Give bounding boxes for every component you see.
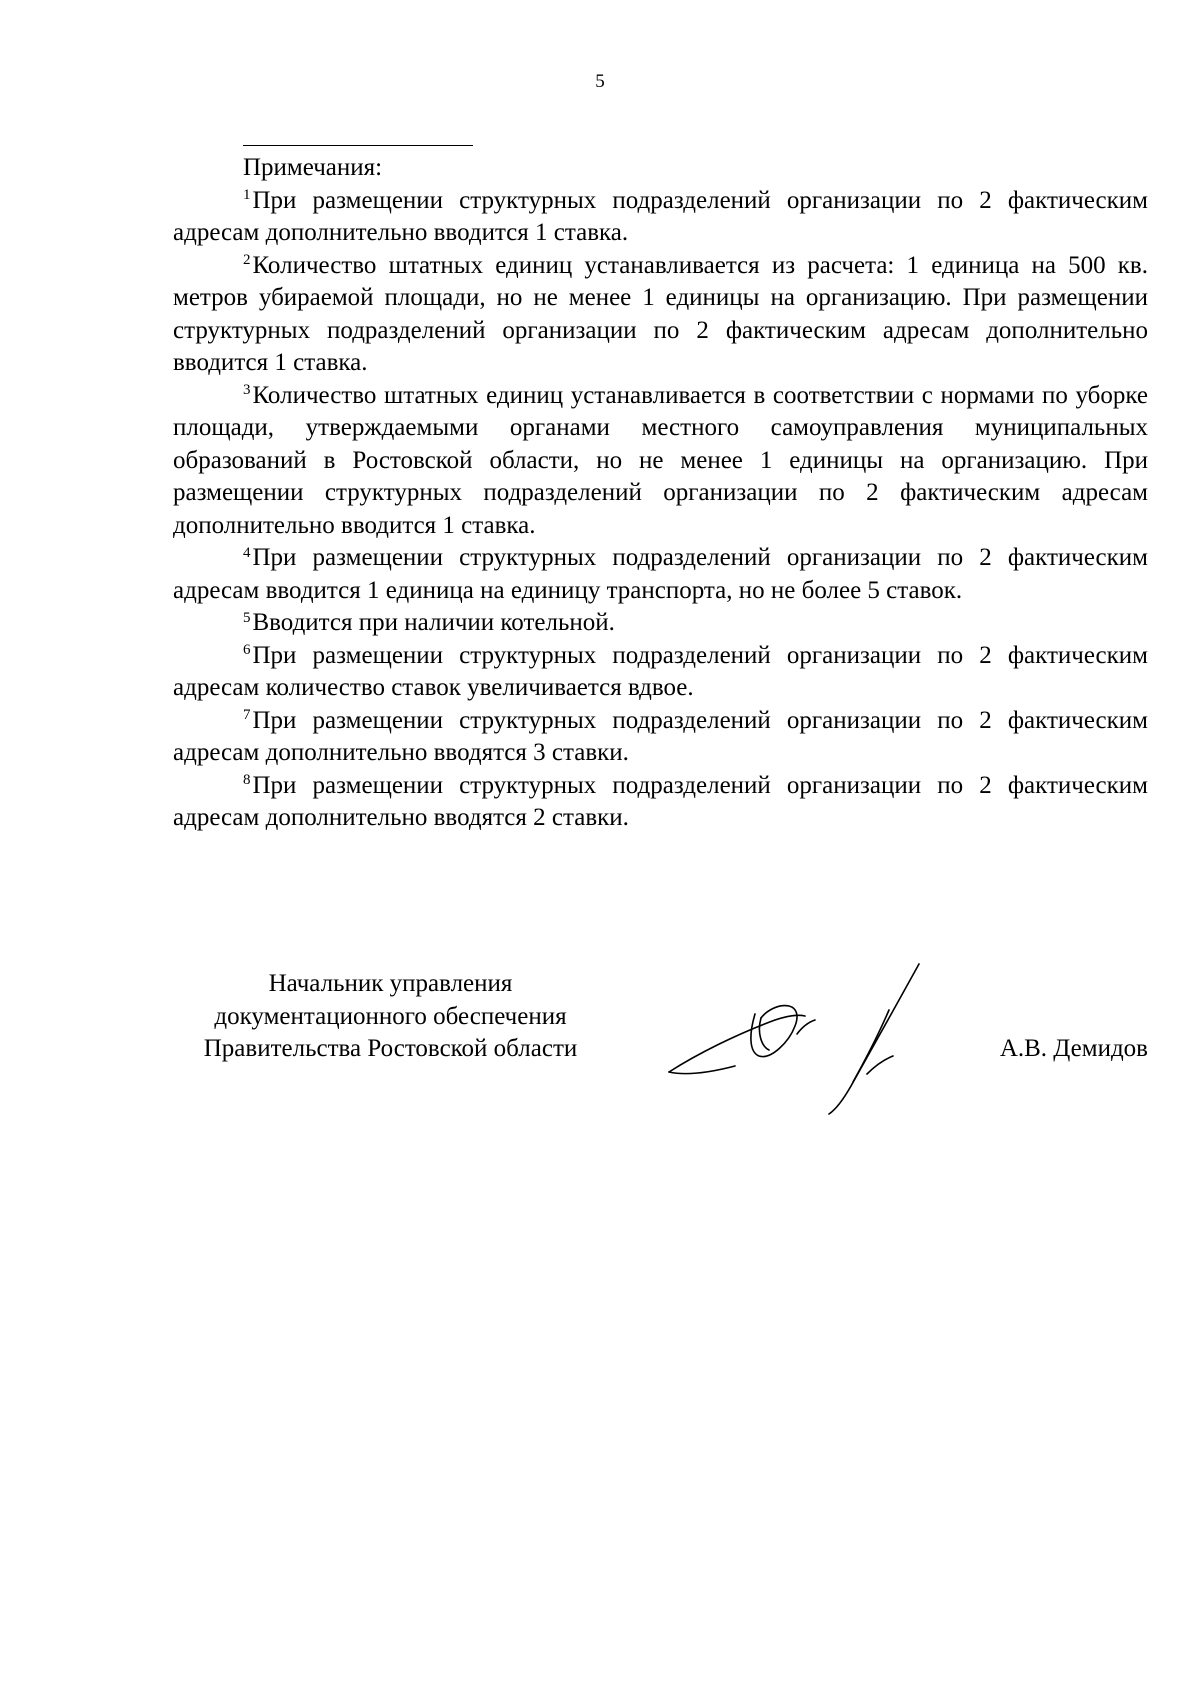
page-number: 5 [595, 71, 605, 92]
note-marker: 8 [243, 772, 251, 789]
signer-position-line-1: Начальник управления [268, 970, 513, 997]
note-text: Количество штатных единиц устанавливается из расчета: 1 единица на 500 кв. метров убираемой площади, но не менее 1 единицы на организацию. При размещении структурных подразделений организации по 2 фактическим адресам дополнительно вводится 1 ставка. [173, 251, 1148, 376]
notes-separator-line [243, 145, 473, 146]
signer-position [173, 968, 608, 1066]
note-5 [173, 607, 1148, 640]
notes-heading: Примечания: [243, 154, 383, 181]
signer-name: А.В. Демидов [999, 1035, 1148, 1062]
note-marker: 7 [243, 707, 251, 724]
note-marker: 4 [243, 544, 251, 561]
note-text: Количество штатных единиц устанавливается в соответствии с нормами по уборке площади, утверждаемыми органами местного самоуправления муниципальных образований в Ростовской области, но не менее 1 единицы на организацию. При размещении структурных подразделений организации по 2 фактическим адресам дополнительно вводится 1 ставка. [173, 381, 1148, 539]
note-8 [173, 770, 1148, 835]
note-text: При размещении структурных подразделений организации по 2 фактическим адресам дополнительно вводятся 2 ставки. [173, 771, 1148, 831]
signature-block [173, 968, 1148, 1128]
note-2 [173, 250, 1148, 380]
note-text: При размещении структурных подразделений организации по 2 фактическим адресам количество ставок увеличивается вдвое. [173, 641, 1148, 701]
note-3 [173, 380, 1148, 543]
note-marker: 5 [243, 609, 251, 626]
note-1 [173, 185, 1148, 250]
note-marker: 2 [243, 252, 251, 269]
note-text: При размещении структурных подразделений организации по 2 фактическим адресам дополнительно вводится 1 ставка. [173, 186, 1148, 246]
note-marker: 3 [243, 382, 251, 399]
note-text: При размещении структурных подразделений организации по 2 фактическим адресам дополнительно вводятся 3 ставки. [173, 706, 1148, 766]
note-marker: 1 [243, 187, 251, 204]
note-6 [173, 640, 1148, 705]
note-text: При размещении структурных подразделений организации по 2 фактическим адресам вводится 1 единица на единицу транспорта, но не более 5 ставок. [173, 544, 1148, 604]
signer-position-line-3: Правительства Ростовской области [203, 1035, 578, 1062]
note-marker: 6 [243, 642, 251, 659]
note-4 [173, 542, 1148, 607]
note-7 [173, 705, 1148, 770]
notes-section [173, 152, 1148, 835]
signer-position-line-2: документационного обеспечения [214, 1002, 567, 1030]
note-text: Вводится при наличии котельной. [252, 609, 615, 636]
handwritten-signature-icon [657, 954, 947, 1119]
